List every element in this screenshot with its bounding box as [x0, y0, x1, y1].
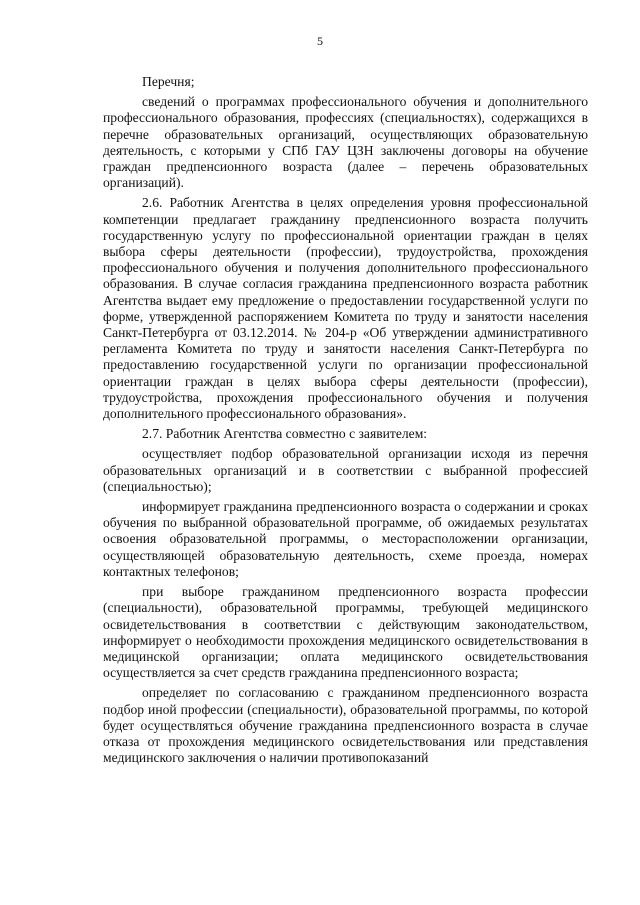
paragraph-svedeniy: сведений о программах профессионального обучения и дополнительного профессионального образования, профессиях (специальностях), содержащихся в перечне образовательных организаций, осуществляющих образовательную деятельность, с которыми у СПб ГАУ ЦЗН заключены договоры на обучение граждан предпенсионного возраста (далее – перечень образовательных организаций).	[103, 94, 588, 191]
paragraph-perechnya: Перечня;	[142, 74, 195, 89]
paragraph-2-6: 2.6. Работник Агентства в целях определения уровня профессиональной компетенции предлагает гражданину предпенсионного возраста получить государственную услугу по профессиональной ориентации граждан в целях выбора сферы деятельности (профессии), трудоустройства, прохождения профессионального обучения и получения дополнительного профессионального образования. В случае согласия гражданина предпенсионного возраста работник Агентства выдает ему предложение о предоставлении государственной услуги по форме, утвержденной распоряжением Комитета по труду и занятости населения Санкт-Петербурга от 03.12.2014. № 204-р «Об утверждении административного регламента Комитета по труду и занятости населения Санкт-Петербурга по предоставлению государственной услуги по организации профессиональной ориентации граждан в целях выбора сферы деятельности (профессии), трудоустройства, прохождения профессионального обучения и получения дополнительного профессионального образования».	[103, 195, 588, 422]
paragraph-informiruet: информирует гражданина предпенсионного возраста о содержании и сроках обучения по выбранной образовательной программе, об ожидаемых результатах освоения образовательной программы, о месторасположении организации, осуществляющей образовательную деятельность, схеме проезда, номерах контактных телефонов;	[103, 499, 588, 579]
document-body	[103, 74, 588, 770]
paragraph-opredelyaet: определяет по согласованию с гражданином предпенсионного возраста подбор иной профессии (специальности), образовательной программы, по которой будет осуществляться обучение гражданина предпенсионного возраста в случае отказа от прохождения медицинского освидетельствования или представления медицинского заключения о наличии противопоказаний	[103, 685, 588, 766]
page-number: 5	[317, 34, 323, 48]
paragraph-2-7: 2.7. Работник Агентства совместно с заявителем:	[142, 426, 428, 442]
paragraph-podbor-organizacii: осуществляет подбор образовательной организации исходя из перечня образовательных организаций и в соответствии с выбранной профессией (специальностью);	[103, 446, 588, 494]
paragraph-med-osvidetelstvovanie: при выборе гражданином предпенсионного возраста профессии (специальности), образовательной программы, требующей медицинского освидетельствования в соответствии с действующим законодательством, информирует о необходимости прохождения медицинского освидетельствования в медицинской организации; оплата медицинского освидетельствования осуществляется за счет средств гражданина предпенсионного возраста;	[103, 584, 588, 681]
